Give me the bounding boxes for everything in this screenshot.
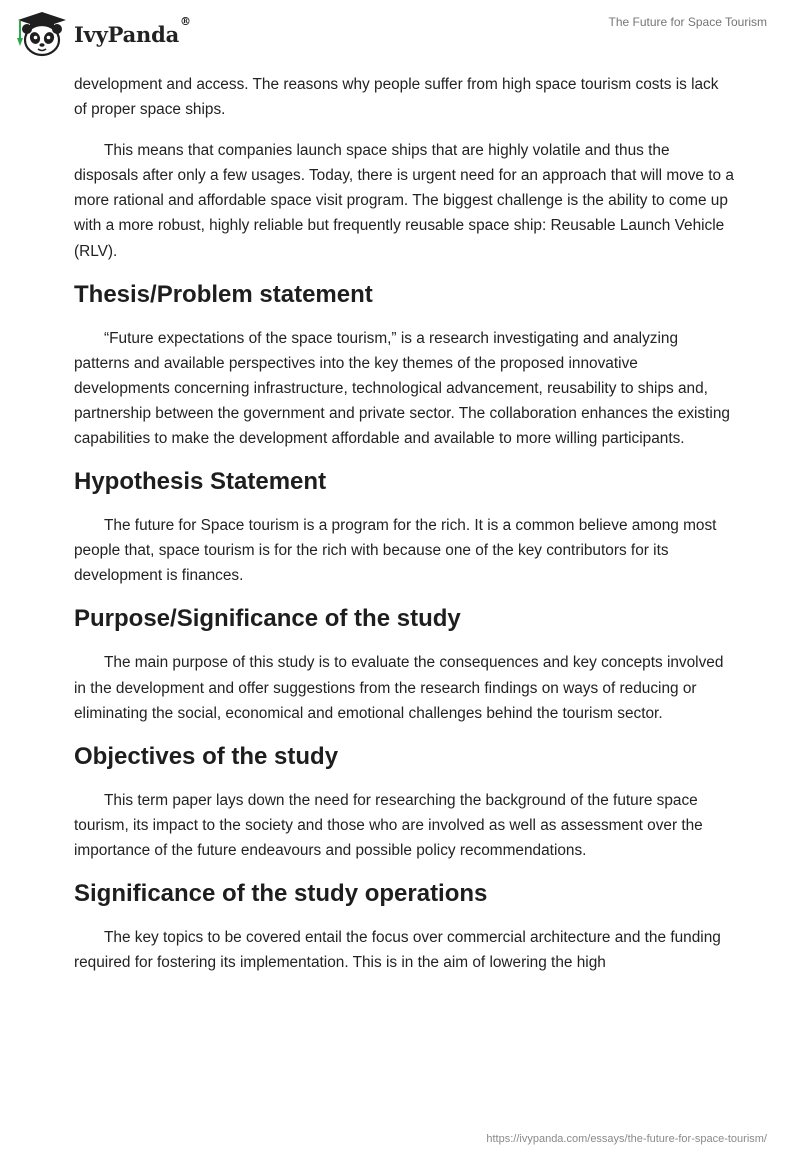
- heading-objectives: Objectives of the study: [74, 742, 339, 770]
- paragraph-continuation: development and access. The reasons why people suffer from high space tourism costs is lack of proper space ships.: [74, 76, 719, 119]
- registered-mark: ®: [180, 14, 191, 28]
- paragraph-purpose: The main purpose of this study is to evaluate the consequences and key concepts involved in the development and offer suggestions from the research findings on ways of reducing or eliminating the social, economical and emotional challenges behind the tourism sector.: [74, 654, 724, 722]
- heading-thesis: Thesis/Problem statement: [74, 280, 373, 308]
- brand-logo[interactable]: [14, 10, 191, 58]
- brand-name-text: IvyPanda: [74, 21, 180, 47]
- heading-purpose: Purpose/Significance of the study: [74, 605, 461, 633]
- heading-operations: Significance of the study operations: [74, 879, 488, 907]
- page-header: [0, 0, 800, 70]
- paragraph-thesis: “Future expectations of the space tourism,” is a research investigating and analyzing patterns and available perspectives into the key themes of the proposed innovative developments concerning infrastructure, technological advancement, reusability to ships and, partnership between the government and private sector. The collaboration enhances the existing capabilities to make the development affordable and available to more willing participants.: [74, 329, 730, 448]
- source-url[interactable]: https://ivypanda.com/essays/the-future-for-space-tourism/: [486, 1133, 767, 1145]
- paragraph-objectives: This term paper lays down the need for researching the background of the future space tourism, its impact to the society and those who are involved as well as assessment over the importance of the future endeavours and possible policy recommendations.: [74, 791, 703, 859]
- panda-graduate-icon: [14, 10, 70, 58]
- document-title: The Future for Space Tourism: [608, 15, 767, 29]
- paragraph-rlv: This means that companies launch space ships that are highly volatile and thus the disposals after only a few usages. Today, there is urgent need for an approach that will move to a more rational and affordable space visit program. The biggest challenge is the ability to come up with a more robust, highly reliable but frequently reusable space ship: Reusable Launch Vehicle (RLV).: [74, 142, 734, 260]
- paragraph-operations: The key topics to be covered entail the focus over commercial architecture and the funding required for fostering its implementation. This is in the aim of lowering the high: [74, 928, 721, 972]
- brand-name: [74, 14, 191, 47]
- essay-body: [74, 72, 734, 991]
- heading-hypothesis: Hypothesis Statement: [74, 468, 327, 496]
- paragraph-hypothesis: The future for Space tourism is a program for the rich. It is a common believe among most people that, space tourism is for the rich with because one of the key contributors for its development is finances.: [74, 517, 717, 585]
